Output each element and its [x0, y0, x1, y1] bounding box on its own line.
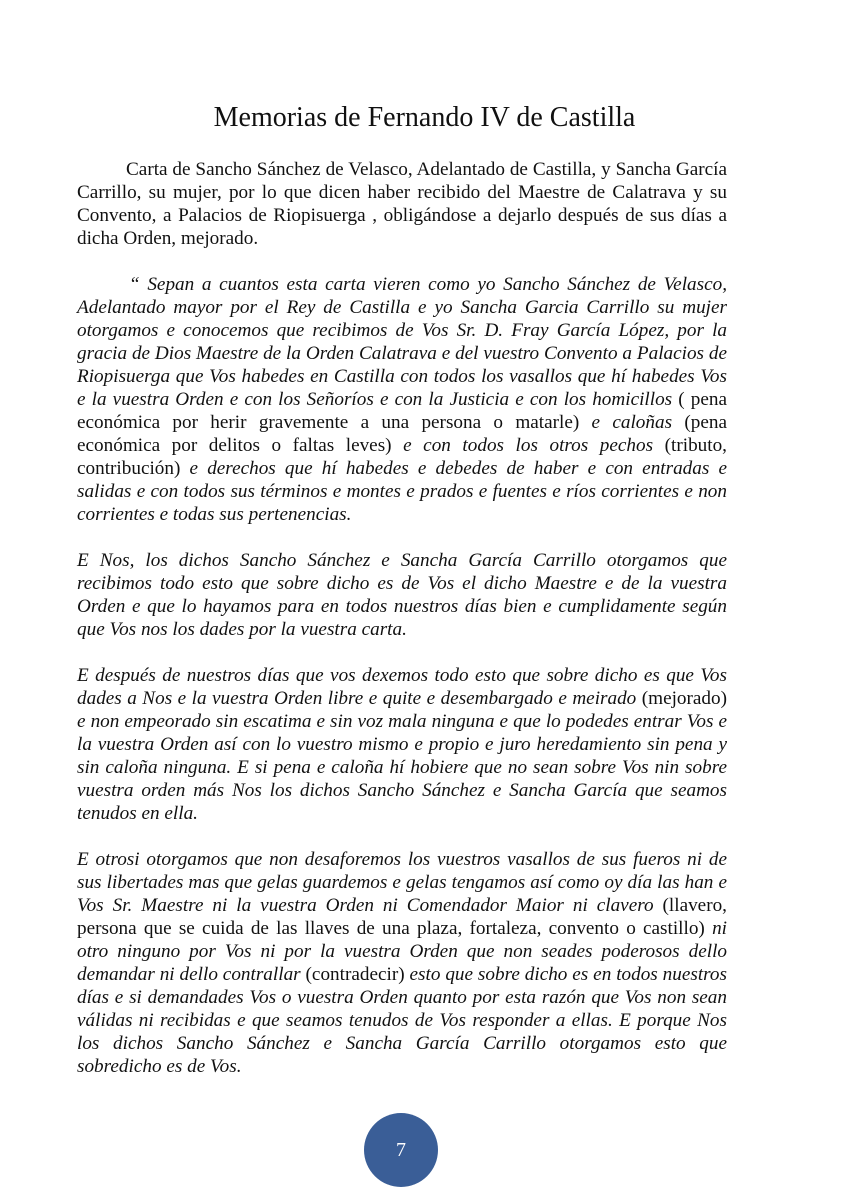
quote-text: ni otro ninguno por Vos ni por la vuestra Orden que non seades poderosos dello demandar ni dello contrallar — [77, 918, 727, 985]
quote-text: esto que sobre dicho es en todos nuestros días e si demandades Vos o vuestra Orden quanto por esta razón que Vos non sean válidas ni recibidas e que seamos tenudos de Vos responder a ellas. E porque Nos los dichos Sancho Sánchez e Sancha García Carrillo otorgamos esto que sobredicho es de Vos. — [77, 964, 727, 1077]
quote-text: e derechos que hí habedes e debedes de haber e con entradas e salidas e con todos sus términos e montes e prados e fuentes e ríos corrientes e non corrientes e todas sus pertenencias. — [77, 458, 728, 525]
gloss-text: (tributo, contribución) — [77, 435, 727, 479]
quote-text: e con todos los otros pechos — [403, 435, 654, 456]
quote-paragraph-3 — [77, 664, 727, 825]
quote-text: E otrosi otorgamos que non desaforemos los vuestros vasallos de sus fueros ni de sus libertades mas que gelas guardemos e gelas tengamos así como oy día las han e Vos Sr. Maestre ni la vuestra Orden ni Comendador Maior ni clavero — [77, 849, 727, 916]
gloss-text: ( pena económica por herir gravemente a una persona o matarle) — [77, 389, 727, 433]
gloss-text: (contradecir) — [300, 964, 410, 985]
gloss-text: (pena económica por delitos o faltas leves) — [77, 412, 727, 456]
quote-paragraph-4 — [77, 848, 727, 1078]
quote-text: “ Sepan a cuantos esta carta vieren como yo Sancho Sánchez de Velasco, Adelantado mayor por el Rey de Castilla e yo Sancha Garcia Carrillo su mujer otorgamos e conocemos que recibimos de Vos Sr. D. Fray García López, por la gracia de Dios Maestre de la Orden Calatrava e del vuestro Convento a Palacios de Riopisuerga que Vos habedes en Castilla con todos los vasallos que hí habedes Vos e la vuestra Orden e con los Señoríos e con la Justicia e con los homicillos — [77, 274, 727, 410]
gloss-text: (mejorado) — [636, 688, 727, 709]
quote-text: e non empeorado sin escatima e sin voz mala ninguna e que lo podedes entrar Vos e la vuestra Orden así con lo vuestro mismo e propio e juro heredamiento sin pena y sin caloña ninguna. E si pena e caloña hí hobiere que no sean sobre Vos nin sobre vuestra orden más Nos los dichos Sancho Sánchez e Sancha García que seamos tenudos en ella. — [77, 711, 727, 824]
page-number-badge — [364, 1113, 438, 1187]
document-body — [77, 158, 727, 1078]
gloss-text: (llavero, persona que se cuida de las llaves de una plaza, fortaleza, convento o castillo) — [77, 895, 727, 939]
quote-text: E después de nuestros días que vos dexemos todo esto que sobre dicho es que Vos dades a Nos e la vuestra Orden libre e quite e desembargado e meirado — [77, 665, 727, 709]
quote-paragraph-2: E Nos, los dichos Sancho Sánchez e Sancha García Carrillo otorgamos que recibimos todo esto que sobre dicho es de Vos el dicho Maestre e de la vuestra Orden e que lo hayamos para en todos nuestros días bien e cumplidamente según que Vos nos los dades por la vuestra carta. — [77, 550, 727, 640]
quote-text: e caloñas — [591, 412, 673, 433]
page-number: 7 — [396, 1138, 406, 1161]
page-title: Memorias de Fernando IV de Castilla — [213, 102, 636, 133]
intro-paragraph: Carta de Sancho Sánchez de Velasco, Adelantado de Castilla, y Sancha García Carrillo, su mujer, por lo que dicen haber recibido del Maestre de Calatrava y su Convento, a Palacios de Riopisuerga , obligándose a dejarlo después de sus días a dicha Orden, mejorado. — [77, 159, 727, 249]
quote-paragraph-1 — [77, 273, 727, 526]
